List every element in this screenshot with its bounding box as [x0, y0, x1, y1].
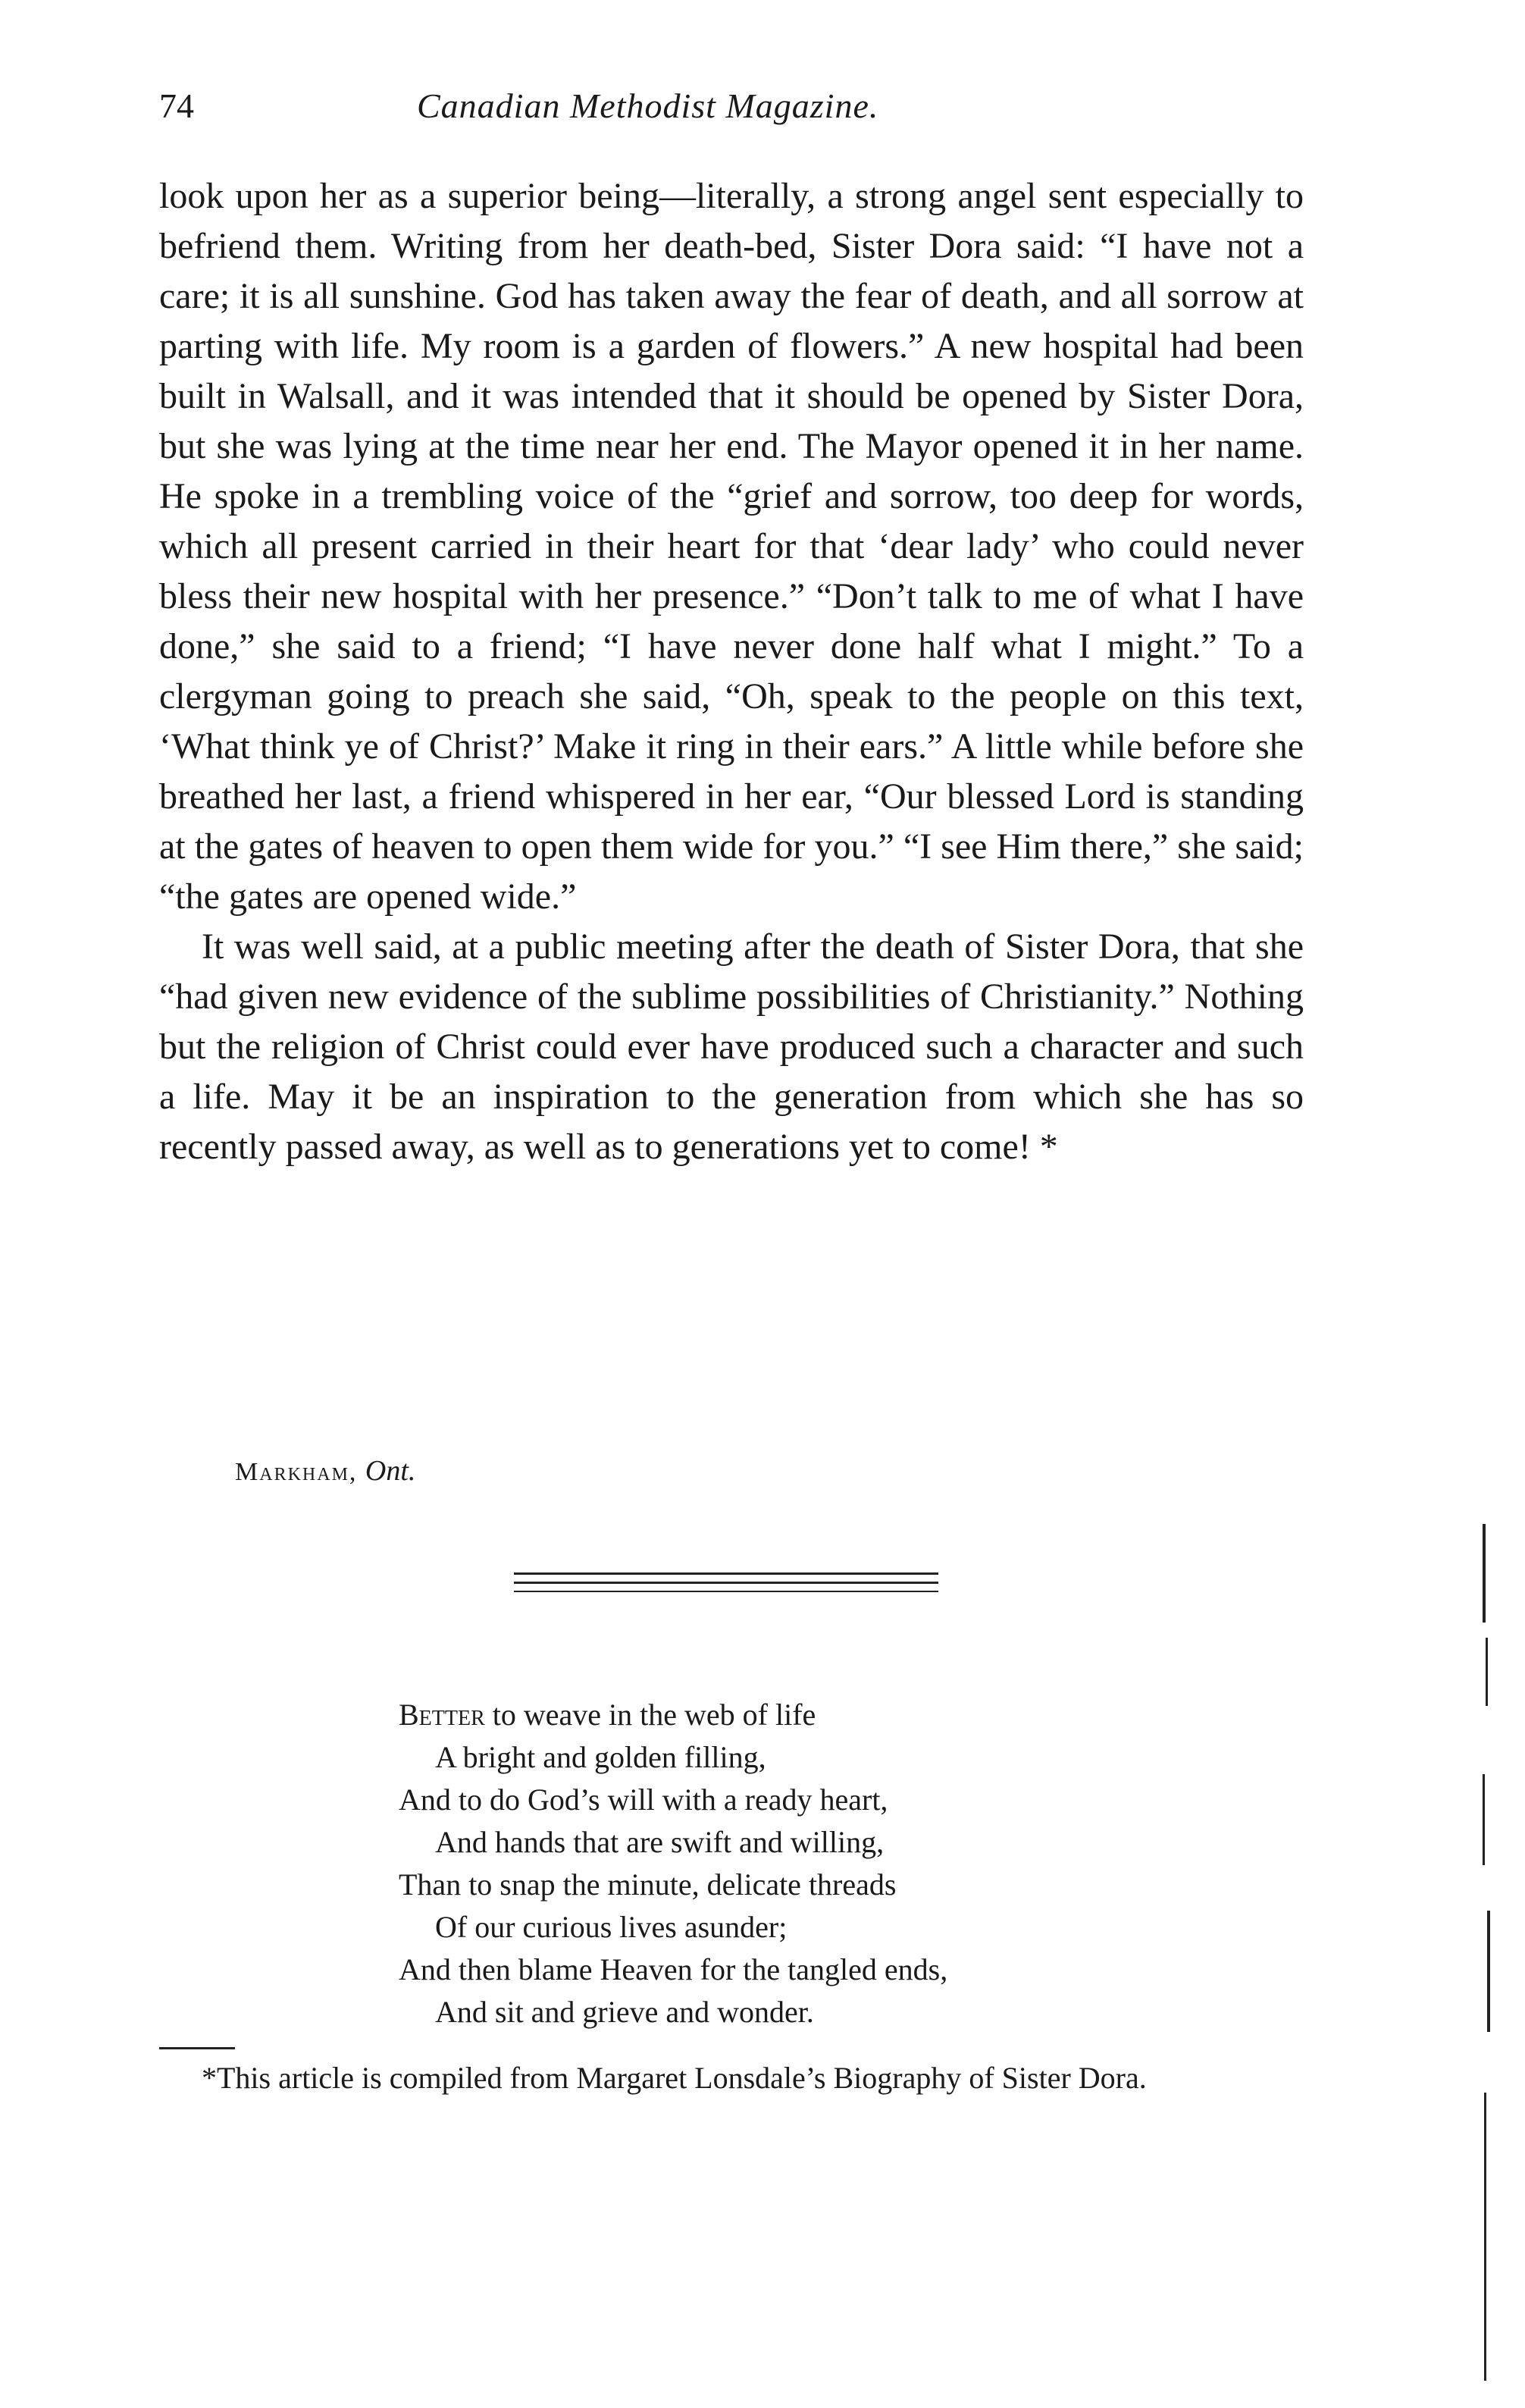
paragraph-1: look upon her as a superior being—literally, a strong angel sent especially to befriend them. Writing from her death-bed, Sister Dora said: “I have not a care; it is all sunshine. God has taken away the fear of death, and all sorrow at parting with life. My room is a garden of flowers.” A new hospital had been built in Walsall, and it was intended that it should be opened by Sister Dora, but she was lying at the time near her end. The Mayor opened it in her name. He spoke in a trembling voice of the “grief and sorrow, too deep for words, which all present carried in their heart for that ‘dear lady’ who could never bless their new hospital with her presence.” “Don’t talk to me of what I have done,” she said to a friend; “I have never done half what I might.” To a clergyman going to preach she said, “Oh, speak to the people on this text, ‘What think ye of Christ?’ Make it ring in their ears.” A little while before she breathed her last, a friend whispered in her ear, “Our blessed Lord is standing at the gates of heaven to open them wide for you.” “I see Him there,” she said; “the gates are opened wide.”: [159, 176, 1304, 917]
author-location: [235, 1450, 415, 1494]
page-header: [159, 83, 1311, 144]
poem-line-2: A bright and golden filling,: [435, 1740, 766, 1774]
poem-first-line-rest: to weave in the web of life: [484, 1698, 816, 1732]
poem-line-6: Of our curious lives asunder;: [435, 1910, 788, 1944]
scan-artifact-mark: [1487, 1911, 1490, 2032]
divider-line-bottom: [514, 1591, 938, 1592]
scan-artifact-mark: [1486, 1638, 1488, 1706]
footnote: *This article is compiled from Margaret Lonsdale’s Biography of Sister Dora.: [202, 2061, 1147, 2095]
paragraph-2: It was well said, at a public meeting after the death of Sister Dora, that she “had given new evidence of the sublime possibilities of Christianity.” Nothing but the religion of Christ could ever have produced such a character and such a life. May it be an inspiration to the generation from which she has so recently passed away, as well as to generations yet to come! *: [159, 927, 1304, 1167]
poem-line-1: [399, 1694, 1157, 1736]
signature-name: Markham,: [235, 1458, 358, 1486]
divider-line-top: [514, 1572, 938, 1575]
signature-place: Ont.: [365, 1455, 416, 1487]
poem-line-3: And to do God’s will with a ready heart,: [399, 1782, 888, 1817]
section-divider: [514, 1569, 938, 1595]
page-number: 74: [159, 86, 194, 125]
poem-line-8: And sit and grieve and wonder.: [435, 1995, 814, 2029]
scan-artifact-mark: [1484, 2093, 1486, 2381]
scan-artifact-mark: [1483, 1524, 1486, 1623]
poem-line-4: And hands that are swift and willing,: [435, 1825, 885, 1859]
poem-line-7: And then blame Heaven for the tangled ends,: [399, 1952, 948, 1986]
footnote-rule: [159, 2047, 235, 2049]
running-title: Canadian Methodist Magazine.: [417, 86, 879, 125]
poem-line-5: Than to snap the minute, delicate threads: [399, 1867, 897, 1902]
divider-line-middle: [514, 1582, 938, 1584]
scan-artifact-mark: [1483, 1774, 1485, 1865]
article-body: [159, 171, 1304, 1172]
poem: [399, 1694, 1157, 2033]
poem-first-word: Better: [399, 1698, 485, 1732]
